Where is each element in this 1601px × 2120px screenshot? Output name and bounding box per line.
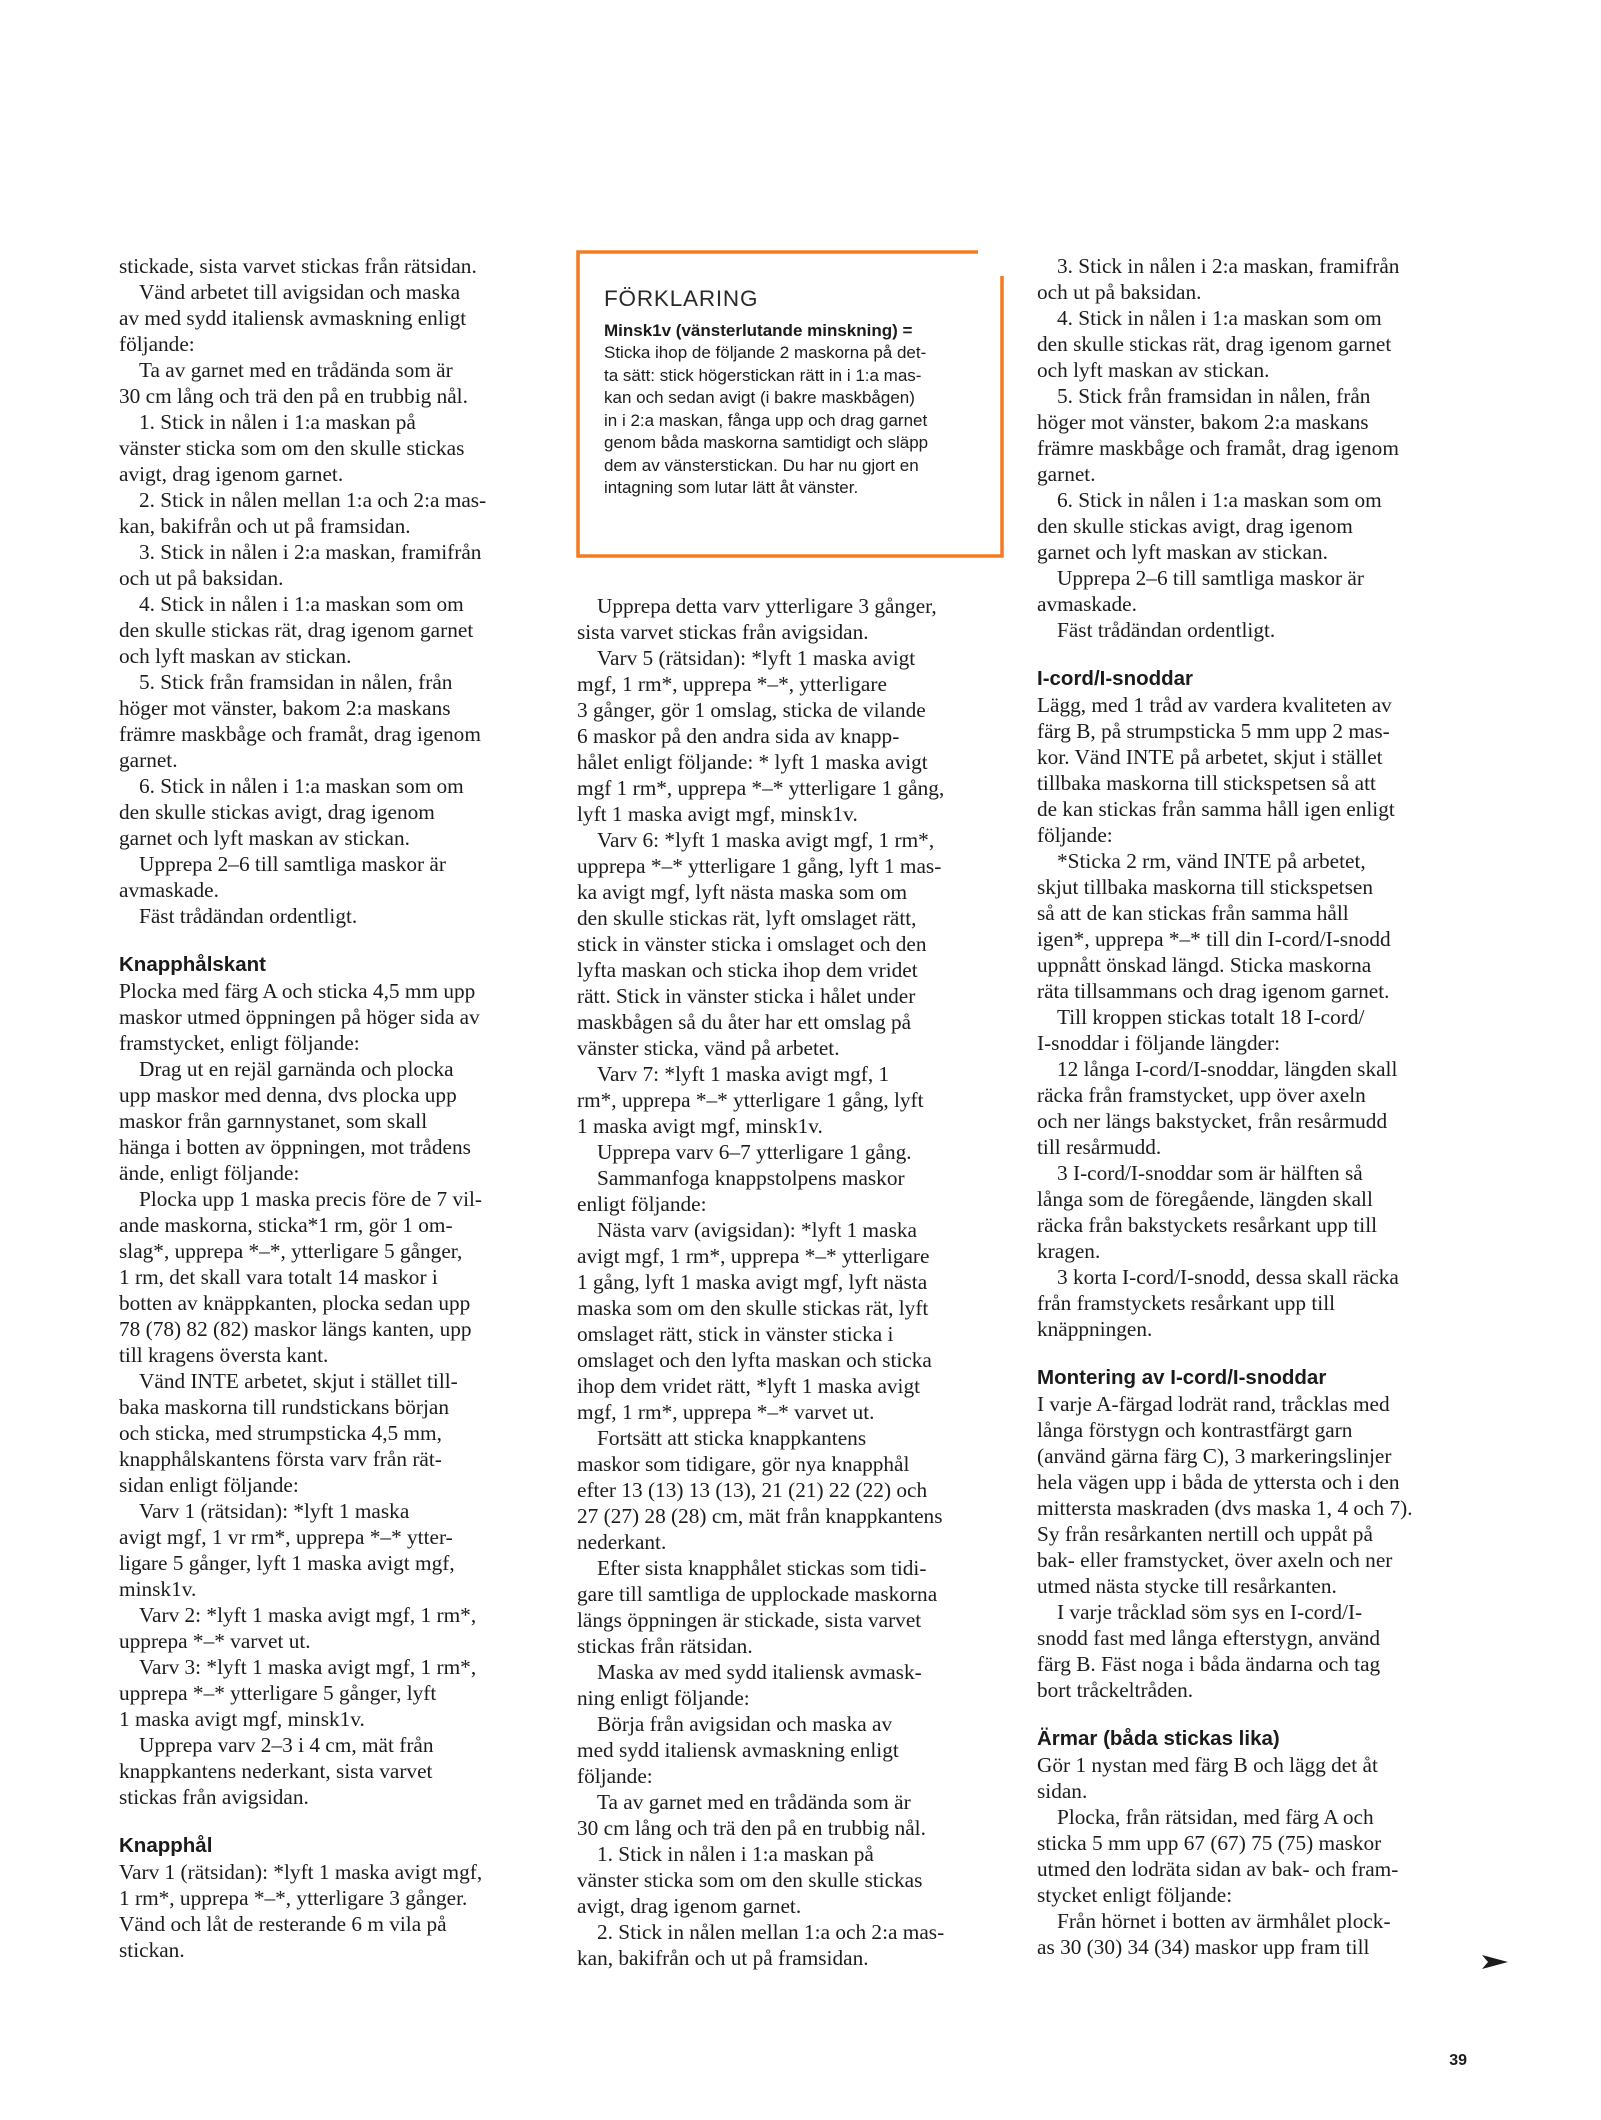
text-line: 1 maska avigt mgf, minsk1v. (577, 1114, 823, 1138)
text-line: och sticka, med strumpsticka 4,5 mm, (119, 1421, 442, 1445)
text-line: av med sydd italiensk avmaskning enligt (119, 306, 467, 330)
paragraph-gap (119, 929, 559, 951)
text-line: 1. Stick in nålen i 1:a maskan på (139, 410, 416, 434)
text-line: Varv 5 (rätsidan): *lyft 1 maska avigt (597, 646, 916, 670)
text-line: hålet enligt följande: * lyft 1 maska avigt (577, 750, 928, 774)
text-line: 27 (27) 28 (28) cm, mät från knappkantens (577, 1504, 943, 1528)
text-line: Fäst trådändan ordentligt. (1057, 618, 1276, 642)
text-line: ligare 5 gånger, lyft 1 maska avigt mgf, (119, 1551, 455, 1575)
text-line: höger mot vänster, bakom 2:a maskans (1037, 410, 1369, 434)
explanation-line: in i 2:a maskan, fånga upp och drag garnet (604, 410, 928, 430)
text-line: färg B, på strumpsticka 5 mm upp 2 mas- (1037, 719, 1390, 743)
text-line: räcka från bakstyckets resårkant upp till (1037, 1213, 1378, 1237)
text-line: avmaskade. (1037, 592, 1137, 616)
explanation-line: dem av vänsterstickan. Du har nu gjort en (604, 455, 919, 475)
explanation-line: ta sätt: stick högerstickan rätt in i 1:a mas- (604, 365, 922, 385)
text-line: 3 gånger, gör 1 omslag, sticka de vilande (577, 698, 926, 722)
section-heading: Knapphålskant (119, 953, 266, 976)
text-line: stickas från avigsidan. (119, 1785, 309, 1809)
text-line: från framstyckets resårkant upp till (1037, 1291, 1336, 1315)
text-line: garnet och lyft maskan av stickan. (119, 826, 410, 850)
text-line: Upprepa 2–6 till samtliga maskor är (1057, 566, 1364, 590)
text-line: Vänd och låt de resterande 6 m vila på (119, 1912, 447, 1936)
text-line: rätt. Stick in vänster sticka i hålet under (577, 984, 916, 1008)
explanation-line: genom båda maskorna samtidigt och släpp (604, 433, 929, 452)
text-line: nederkant. (577, 1530, 667, 1554)
text-line: och ut på baksidan. (119, 566, 284, 590)
text-line: 30 cm lång och trä den på en trubbig nål. (577, 1816, 926, 1840)
text-line: utmed den lodräta sidan av bak- och fram- (1037, 1857, 1399, 1881)
text-line: rm*, upprepa *–* ytterligare 1 gång, lyft (577, 1088, 924, 1112)
text-line: upp maskor med denna, dvs plocka upp (119, 1083, 457, 1107)
text-line: stick in vänster sticka i omslaget och den (577, 932, 927, 956)
text-line: avigt mgf, 1 rm*, upprepa *–* ytterligare (577, 1244, 930, 1268)
text-line: Varv 1 (rätsidan): *lyft 1 maska avigt mgf, (119, 1860, 483, 1884)
text-line: vänster sticka som om den skulle stickas (577, 1868, 923, 1892)
arrow-right-icon (1482, 1952, 1508, 1972)
text-line: stickas från rätsidan. (577, 1634, 753, 1658)
text-line: *Sticka 2 rm, vänd INTE på arbetet, (1057, 849, 1366, 873)
explanation-box-text (604, 342, 984, 500)
text-line: Varv 6: *lyft 1 maska avigt mgf, 1 rm*, (597, 828, 935, 852)
column-1 (119, 253, 559, 1963)
text-line: 3 korta I-cord/I-snodd, dessa skall räcka (1057, 1265, 1399, 1289)
text-line: baka maskorna till rundstickans början (119, 1395, 450, 1419)
text-line: Efter sista knapphålet stickas som tidi- (597, 1556, 927, 1580)
text-line: långa förstygn och kontrastfärgt garn (1037, 1418, 1353, 1442)
text-line: Till kroppen stickas totalt 18 I-cord/ (1057, 1005, 1365, 1029)
explanation-box-title: FÖRKLARING (604, 286, 759, 311)
text-line: och ut på baksidan. (1037, 280, 1202, 304)
text-line: I varje tråcklad söm sys en I-cord/I- (1057, 1600, 1363, 1624)
text-line: 2. Stick in nålen mellan 1:a och 2:a mas- (139, 488, 487, 512)
text-line: 3. Stick in nålen i 2:a maskan, framifrån (139, 540, 482, 564)
text-line: snodd fast med långa efterstygn, använd (1037, 1626, 1381, 1650)
text-line: mittersta maskraden (dvs maska 1, 4 och 7). (1037, 1496, 1413, 1520)
text-line: 30 cm lång och trä den på en trubbig nål. (119, 384, 468, 408)
text-line: uppnått önskad längd. Sticka maskorna (1037, 953, 1372, 977)
text-line: knapphålskantens första varv från rät- (119, 1447, 442, 1471)
text-line: Vänd arbetet till avigsidan och maska (139, 280, 461, 304)
text-line: I varje A-färgad lodrät rand, tråcklas med (1037, 1392, 1390, 1416)
text-line: mgf 1 rm*, upprepa *–* ytterligare 1 gång, (577, 776, 945, 800)
text-line: upprepa *–* varvet ut. (119, 1629, 311, 1653)
text-line: räcka från framstycket, upp över axeln (1037, 1083, 1366, 1107)
text-line: maskbågen så du åter har ett omslag på (577, 1010, 912, 1034)
text-line: Börja från avigsidan och maska av (597, 1712, 893, 1736)
text-line: 4. Stick in nålen i 1:a maskan som om (139, 592, 464, 616)
text-line: 6. Stick in nålen i 1:a maskan som om (139, 774, 464, 798)
text-line: garnet. (1037, 462, 1096, 486)
text-line: kan, bakifrån och ut på framsidan. (119, 514, 411, 538)
text-line: vänster sticka som om den skulle stickas (119, 436, 465, 460)
text-line: Nästa varv (avigsidan): *lyft 1 maska (597, 1218, 917, 1242)
text-line: stycket enligt följande: (1037, 1883, 1233, 1907)
text-line: Plocka med färg A och sticka 4,5 mm upp (119, 979, 476, 1003)
text-line: garnet och lyft maskan av stickan. (1037, 540, 1328, 564)
text-line: 3 I-cord/I-snoddar som är hälften så (1057, 1161, 1363, 1185)
text-line: sticka 5 mm upp 67 (67) 75 (75) maskor (1037, 1831, 1382, 1855)
text-line: Ta av garnet med en trådända som är (597, 1790, 911, 1814)
text-line: den skulle stickas avigt, drag igenom (119, 800, 435, 824)
text-line: stickade, sista varvet stickas från rätsidan. (119, 254, 477, 278)
paragraph-gap (1037, 643, 1467, 665)
text-line: knäppningen. (1037, 1317, 1153, 1341)
text-line: 6 maskor på den andra sida av knapp- (577, 724, 900, 748)
text-line: bort tråckeltråden. (1037, 1678, 1194, 1702)
text-line: maskor utmed öppningen på höger sida av (119, 1005, 480, 1029)
section-heading: Ärmar (båda stickas lika) (1037, 1727, 1280, 1750)
paragraph-gap (1037, 1342, 1467, 1364)
text-line: färg B. Fäst noga i båda ändarna och tag (1037, 1652, 1381, 1676)
section-heading: Knapphål (119, 1834, 213, 1857)
text-line: kan, bakifrån och ut på framsidan. (577, 1946, 869, 1970)
text-line: Upprepa 2–6 till samtliga maskor är (139, 852, 446, 876)
text-line: Fäst trådändan ordentligt. (139, 904, 358, 928)
text-line: ka avigt mgf, lyft nästa maska som om (577, 880, 908, 904)
text-line: utmed nästa stycke till resårkanten. (1037, 1574, 1337, 1598)
text-line: omslaget rätt, stick in vänster sticka i (577, 1322, 894, 1346)
text-line: Fortsätt att sticka knappkantens (597, 1426, 867, 1450)
text-line: 3. Stick in nålen i 2:a maskan, framifrån (1057, 254, 1400, 278)
explanation-box-heading: Minsk1v (vänsterlutande minskning) = (604, 321, 913, 340)
text-line: knappkantens nederkant, sista varvet (119, 1759, 433, 1783)
text-line: ning enligt följande: (577, 1686, 750, 1710)
text-line: främre maskbåge och framåt, drag igenom (119, 722, 481, 746)
page-number: 39 (1449, 2052, 1467, 2069)
text-line: efter 13 (13) 13 (13), 21 (21) 22 (22) och (577, 1478, 928, 1502)
text-line: ihop dem vridet rätt, *lyft 1 maska avigt (577, 1374, 921, 1398)
column-2 (577, 593, 1007, 1971)
text-line: stickan. (119, 1938, 185, 1962)
text-line: Drag ut en rejäl garnända och plocka (139, 1057, 454, 1081)
text-line: maskor från garnnystanet, som skall (119, 1109, 428, 1133)
section-heading: Montering av I-cord/I-snoddar (1037, 1366, 1327, 1389)
text-line: Varv 3: *lyft 1 maska avigt mgf, 1 rm*, (139, 1655, 477, 1679)
text-line: den skulle stickas rät, drag igenom garnet (1037, 332, 1392, 356)
text-line: sidan. (1037, 1779, 1088, 1803)
text-line: långa som de föregående, längden skall (1037, 1187, 1373, 1211)
explanation-line: intagning som lutar lätt åt vänster. (604, 478, 859, 497)
text-line: ände, enligt följande: (119, 1161, 300, 1185)
text-line: och lyft maskan av stickan. (1037, 358, 1270, 382)
text-line: hänga i botten av öppningen, mot trådens (119, 1135, 471, 1159)
text-line: 1 rm*, upprepa *–*, ytterligare 3 gånger. (119, 1886, 468, 1910)
text-line: Varv 2: *lyft 1 maska avigt mgf, 1 rm*, (139, 1603, 477, 1627)
text-line: igen*, upprepa *–* till din I-cord/I-snodd (1037, 927, 1391, 951)
text-line: Upprepa varv 6–7 ytterligare 1 gång. (597, 1140, 912, 1164)
text-line: Ta av garnet med en trådända som är (139, 358, 453, 382)
text-line: lyfta maskan och sticka ihop dem vridet (577, 958, 918, 982)
text-line: Sy från resårkanten nertill och uppåt på (1037, 1522, 1373, 1546)
column-3 (1037, 253, 1467, 1960)
text-line: följande: (119, 332, 195, 356)
text-line: 4. Stick in nålen i 1:a maskan som om (1057, 306, 1382, 330)
text-line: Gör 1 nystan med färg B och lägg det åt (1037, 1753, 1378, 1777)
text-line: maska som om den skulle stickas rät, lyft (577, 1296, 929, 1320)
text-line: lyft 1 maska avigt mgf, minsk1v. (577, 802, 858, 826)
text-line: avigt mgf, 1 vr rm*, upprepa *–* ytter- (119, 1525, 453, 1549)
text-line: 1. Stick in nålen i 1:a maskan på (597, 1842, 874, 1866)
text-line: mgf, 1 rm*, upprepa *–*, ytterligare (577, 672, 887, 696)
text-line: Sammanfoga knappstolpens maskor (597, 1166, 905, 1190)
text-line: 5. Stick från framsidan in nålen, från (139, 670, 453, 694)
text-line: längs öppningen är stickade, sista varvet (577, 1608, 922, 1632)
text-line: maskor som tidigare, gör nya knapphål (577, 1452, 910, 1476)
text-line: Upprepa detta varv ytterligare 3 gånger, (597, 594, 937, 618)
text-line: tillbaka maskorna till stickspetsen så att (1037, 771, 1376, 795)
text-line: 1 rm, det skall vara totalt 14 maskor i (119, 1265, 438, 1289)
text-line: till kragens översta kant. (119, 1343, 329, 1367)
text-line: skjut tillbaka maskorna till stickspetsen (1037, 875, 1373, 899)
paragraph-gap (119, 1810, 559, 1832)
text-line: 2. Stick in nålen mellan 1:a och 2:a mas- (597, 1920, 945, 1944)
text-line: garnet. (119, 748, 178, 772)
text-line: enligt följande: (577, 1192, 707, 1216)
text-line: botten av knäppkanten, plocka sedan upp (119, 1291, 471, 1315)
text-line: I-snoddar i följande längder: (1037, 1031, 1281, 1055)
text-line: och lyft maskan av stickan. (119, 644, 352, 668)
section-heading: I-cord/I-snoddar (1037, 667, 1194, 690)
text-line: följande: (1037, 823, 1113, 847)
text-line: höger mot vänster, bakom 2:a maskans (119, 696, 451, 720)
text-line: (använd gärna färg C), 3 markeringslinjer (1037, 1444, 1392, 1468)
text-line: sista varvet stickas från avigsidan. (577, 620, 869, 644)
text-line: as 30 (30) 34 (34) maskor upp fram till (1037, 1935, 1370, 1959)
text-line: mgf, 1 rm*, upprepa *–* varvet ut. (577, 1400, 875, 1424)
explanation-line: kan och sedan avigt (i bakre maskbågen) (604, 388, 915, 407)
text-line: gare till samtliga de upplockade maskorna (577, 1582, 938, 1606)
text-line: 12 långa I-cord/I-snoddar, längden skall (1057, 1057, 1398, 1081)
text-line: upprepa *–* ytterligare 5 gånger, lyft (119, 1681, 437, 1705)
text-line: Plocka upp 1 maska precis före de 7 vil- (139, 1187, 483, 1211)
text-line: Lägg, med 1 tråd av vardera kvaliteten av (1037, 693, 1392, 717)
text-line: så att de kan stickas från samma håll (1037, 901, 1349, 925)
text-line: bak- eller framstycket, över axeln och ner (1037, 1548, 1393, 1572)
explanation-line: Sticka ihop de följande 2 maskorna på det- (604, 343, 927, 362)
text-line: och ner längs bakstycket, från resårmudd (1037, 1109, 1388, 1133)
text-line: kragen. (1037, 1239, 1101, 1263)
text-line: den skulle stickas rät, drag igenom garnet (119, 618, 474, 642)
text-line: räta tillsammans och drag igenom garnet. (1037, 979, 1390, 1003)
text-line: 78 (78) 82 (82) maskor längs kanten, upp (119, 1317, 472, 1341)
text-line: de kan stickas från samma håll igen enligt (1037, 797, 1395, 821)
text-line: avigt, drag igenom garnet. (119, 462, 344, 486)
text-line: framstycket, enligt följande: (119, 1031, 360, 1055)
paragraph-gap (1037, 1703, 1467, 1725)
text-line: minsk1v. (119, 1577, 197, 1601)
text-line: Upprepa varv 2–3 i 4 cm, mät från (139, 1733, 434, 1757)
text-line: den skulle stickas rät, lyft omslaget rätt, (577, 906, 917, 930)
text-line: följande: (577, 1764, 653, 1788)
text-line: avmaskade. (119, 878, 219, 902)
text-line: Från hörnet i botten av ärmhålet plock- (1057, 1909, 1391, 1933)
text-line: 1 gång, lyft 1 maska avigt mgf, lyft nästa (577, 1270, 928, 1294)
text-line: sidan enligt följande: (119, 1473, 299, 1497)
text-line: avigt, drag igenom garnet. (577, 1894, 802, 1918)
text-line: främre maskbåge och framåt, drag igenom (1037, 436, 1399, 460)
text-line: Plocka, från rätsidan, med färg A och (1057, 1805, 1374, 1829)
text-line: Maska av med sydd italiensk avmask- (597, 1660, 922, 1684)
text-line: till resårmudd. (1037, 1135, 1162, 1159)
explanation-box-content (604, 282, 984, 500)
text-line: 1 maska avigt mgf, minsk1v. (119, 1707, 365, 1731)
text-line: Varv 7: *lyft 1 maska avigt mgf, 1 (597, 1062, 890, 1086)
text-line: omslaget och den lyfta maskan och sticka (577, 1348, 932, 1372)
text-line: den skulle stickas avigt, drag igenom (1037, 514, 1353, 538)
text-line: 6. Stick in nålen i 1:a maskan som om (1057, 488, 1382, 512)
text-line: Vänd INTE arbetet, skjut i stället till- (139, 1369, 458, 1393)
text-line: slag*, upprepa *–*, ytterligare 5 gånger, (119, 1239, 463, 1263)
text-line: med sydd italiensk avmaskning enligt (577, 1738, 899, 1762)
text-line: kor. Vänd INTE på arbetet, skjut i stället (1037, 745, 1383, 769)
text-line: upprepa *–* ytterligare 1 gång, lyft 1 mas- (577, 854, 942, 878)
text-line: vänster sticka, vänd på arbetet. (577, 1036, 840, 1060)
text-line: hela vägen upp i båda de yttersta och i den (1037, 1470, 1400, 1494)
text-line: 5. Stick från framsidan in nålen, från (1057, 384, 1371, 408)
text-line: Varv 1 (rätsidan): *lyft 1 maska (139, 1499, 410, 1523)
text-line: ande maskorna, sticka*1 rm, gör 1 om- (119, 1213, 453, 1237)
